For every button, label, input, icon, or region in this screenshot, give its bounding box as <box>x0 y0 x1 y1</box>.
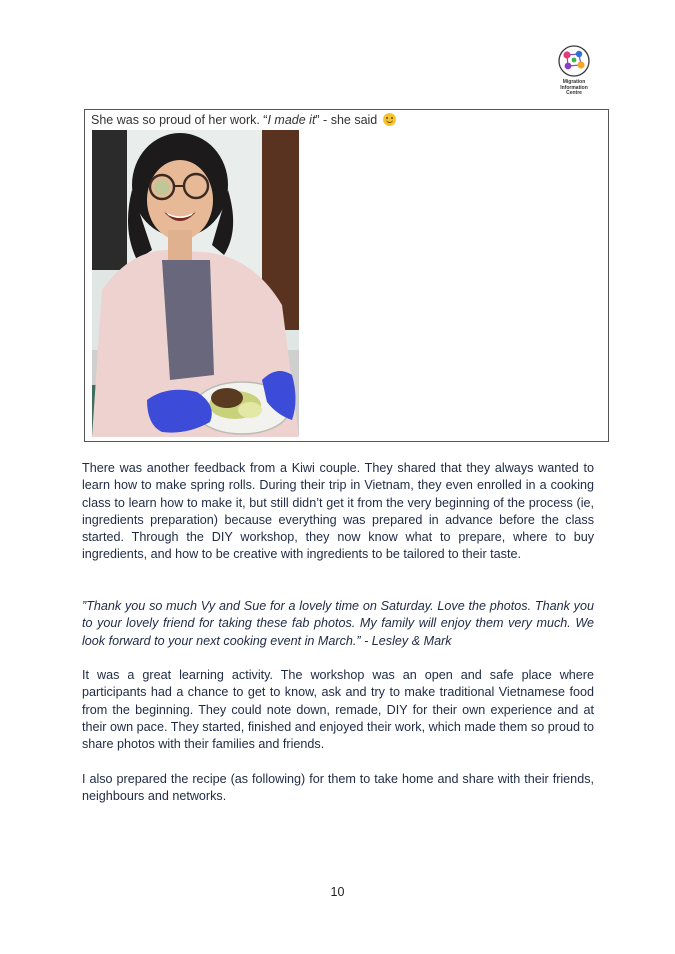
paragraph-learning-activity: It was a great learning activity. The workshop was an open and safe place where participants had a chance to get to know, ask and try to make traditional Vietnamese food from the beginning. They could note down, remade, DIY for their own experience and at their own pace. They started, finished and enjoyed their work, which made them so proud to share photos with their families and friends. <box>82 668 594 752</box>
caption-quote: I made it <box>267 113 316 127</box>
caption-text-end: ” - she said <box>315 113 378 127</box>
caption-text: She was so proud of her work. “ <box>91 113 268 127</box>
testimonial-quote: ”Thank you so much Vy and Sue for a lovely time on Saturday. Love the photos. Thank you to your lovely friend for taking these fab photos. My family will enjoy them very much. We look forward to your next cooking event in March.” - Lesley & Mark <box>82 599 594 648</box>
paragraph-kiwi-feedback: There was another feedback from a Kiwi couple. They shared that they always wanted to learn how to make spring rolls. During their trip in Vietnam, they even enrolled in a cooking class to learn how to make it, but still didn’t get it from the very beginning of the process (ie, ingredients preparation) because everything was prepared in advance before the class started. Through the DIY workshop, they now know what to prepare, where to buy ingredients, and how to be creative with ingredients to be tailored to their taste. <box>82 461 594 562</box>
paragraph-recipe: I also prepared the recipe (as following) for them to take home and share with their friends, neighbours and networks. <box>82 772 594 804</box>
logo-icon <box>555 44 593 80</box>
woman-holding-plate-photo <box>92 130 299 437</box>
page-number: 10 <box>330 885 345 899</box>
figure-caption <box>91 113 396 127</box>
logo-text <box>549 80 599 97</box>
logo-text-line-3: Centre <box>566 90 582 97</box>
logo-text-line-1: Migration <box>562 79 586 85</box>
photo-figure-box <box>84 109 609 442</box>
smiling-face-icon <box>383 113 396 126</box>
logo-text-line-2: Information <box>560 84 588 91</box>
migration-information-centre-logo <box>549 44 599 100</box>
